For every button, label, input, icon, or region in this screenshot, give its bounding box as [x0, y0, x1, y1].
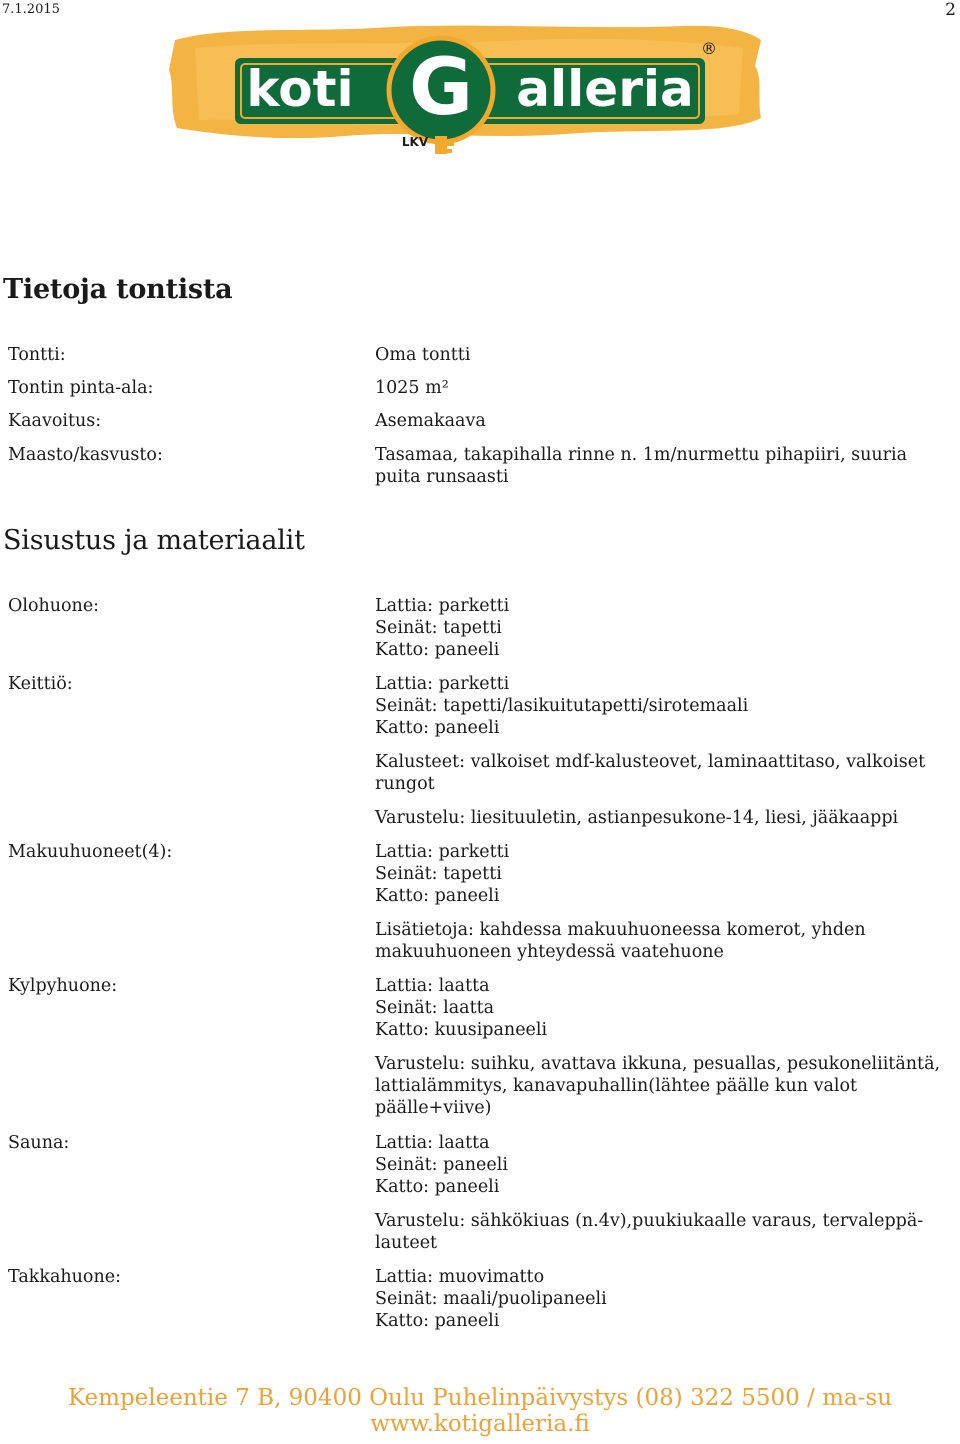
section-title-plot: Tietoja tontista	[3, 274, 233, 305]
label-maasto: Maasto/kasvusto:	[8, 445, 163, 465]
footer-contact: Kempeleentie 7 B, 90400 Oulu Puhelinpäivystys (08) 322 5500 / ma-su	[67, 1385, 893, 1411]
sauna-varustelu-2: lauteet	[375, 1233, 438, 1253]
makuuhuoneet-katto: Katto: paneeli	[375, 886, 500, 906]
olohuone-lattia: Lattia: parketti	[375, 596, 510, 616]
sauna-lattia: Lattia: laatta	[375, 1133, 490, 1153]
value-maasto-line-2: puita runsaasti	[375, 467, 509, 487]
makuuhuoneet-seinat: Seinät: tapetti	[375, 864, 502, 884]
keittio-lattia: Lattia: parketti	[375, 674, 510, 694]
label-tontti: Tontti:	[8, 345, 66, 365]
label-makuuhuoneet: Makuuhuoneet(4):	[8, 842, 173, 862]
label-kaavoitus: Kaavoitus:	[8, 411, 102, 431]
keittio-kalusteet-2: rungot	[375, 774, 435, 794]
takkahuone-katto: Katto: paneeli	[375, 1311, 500, 1331]
label-takkahuone: Takkahuone:	[8, 1267, 121, 1287]
value-maasto-line-1: Tasamaa, takapihalla rinne n. 1m/nurmettu pihapiiri, suuria	[375, 445, 908, 465]
takkahuone-lattia: Lattia: muovimatto	[375, 1267, 545, 1287]
svg-text:alleria: alleria	[516, 60, 694, 118]
footer-website-link[interactable]: www.kotigalleria.fi	[370, 1411, 590, 1437]
keittio-kalusteet-1: Kalusteet: valkoiset mdf-kalusteovet, laminaattitaso, valkoiset	[375, 752, 926, 772]
label-sauna: Sauna:	[8, 1133, 70, 1153]
document-date: 7.1.2015	[2, 2, 60, 17]
label-olohuone: Olohuone:	[8, 596, 100, 616]
logo-g-letter: G	[408, 43, 474, 133]
sauna-seinat: Seinät: paneeli	[375, 1155, 508, 1175]
makuuhuoneet-lattia: Lattia: parketti	[375, 842, 510, 862]
keittio-varustelu: Varustelu: liesituuletin, astianpesukone-14, liesi, jääkaappi	[375, 808, 899, 828]
kylpyhuone-katto: Katto: kuusipaneeli	[375, 1020, 548, 1040]
value-pinta-ala: 1025 m²	[375, 378, 449, 398]
section-title-interior: Sisustus ja materiaalit	[3, 525, 305, 556]
keittio-seinat: Seinät: tapetti/lasikuitutapetti/sirotemaali	[375, 696, 749, 716]
label-kylpyhuone: Kylpyhuone:	[8, 976, 118, 996]
value-kaavoitus: Asemakaava	[375, 411, 486, 431]
kylpyhuone-seinat: Seinät: laatta	[375, 998, 495, 1018]
olohuone-seinat: Seinät: tapetti	[375, 618, 502, 638]
kylpyhuone-lattia: Lattia: laatta	[375, 976, 490, 996]
svg-text:®: ®	[701, 39, 717, 58]
kylpyhuone-varustelu-3: päälle+viive)	[375, 1098, 492, 1118]
sauna-katto: Katto: paneeli	[375, 1177, 500, 1197]
value-tontti: Oma tontti	[375, 345, 471, 365]
takkahuone-seinat: Seinät: maali/puolipaneeli	[375, 1289, 607, 1309]
olohuone-katto: Katto: paneeli	[375, 640, 500, 660]
kotigalleria-logo	[165, 18, 765, 158]
page-number: 2	[945, 0, 956, 20]
label-pinta-ala: Tontin pinta-ala:	[8, 378, 154, 398]
sauna-varustelu-1: Varustelu: sähkökiuas (n.4v),puukiukaalle varaus, tervaleppä-	[375, 1211, 924, 1231]
svg-text:LKV: LKV	[401, 135, 429, 149]
kylpyhuone-varustelu-2: lattialämmitys, kanavapuhallin(lähtee päälle kun valot	[375, 1076, 858, 1096]
makuuhuoneet-lisatietoja-2: makuuhuoneen yhteydessä vaatehuone	[375, 942, 724, 962]
label-keittio: Keittiö:	[8, 674, 73, 694]
keittio-katto: Katto: paneeli	[375, 718, 500, 738]
kylpyhuone-varustelu-1: Varustelu: suihku, avattava ikkuna, pesuallas, pesukoneliitäntä,	[375, 1054, 941, 1074]
makuuhuoneet-lisatietoja-1: Lisätietoja: kahdessa makuuhuoneessa komerot, yhden	[375, 920, 866, 940]
svg-text:koti: koti	[246, 60, 354, 118]
